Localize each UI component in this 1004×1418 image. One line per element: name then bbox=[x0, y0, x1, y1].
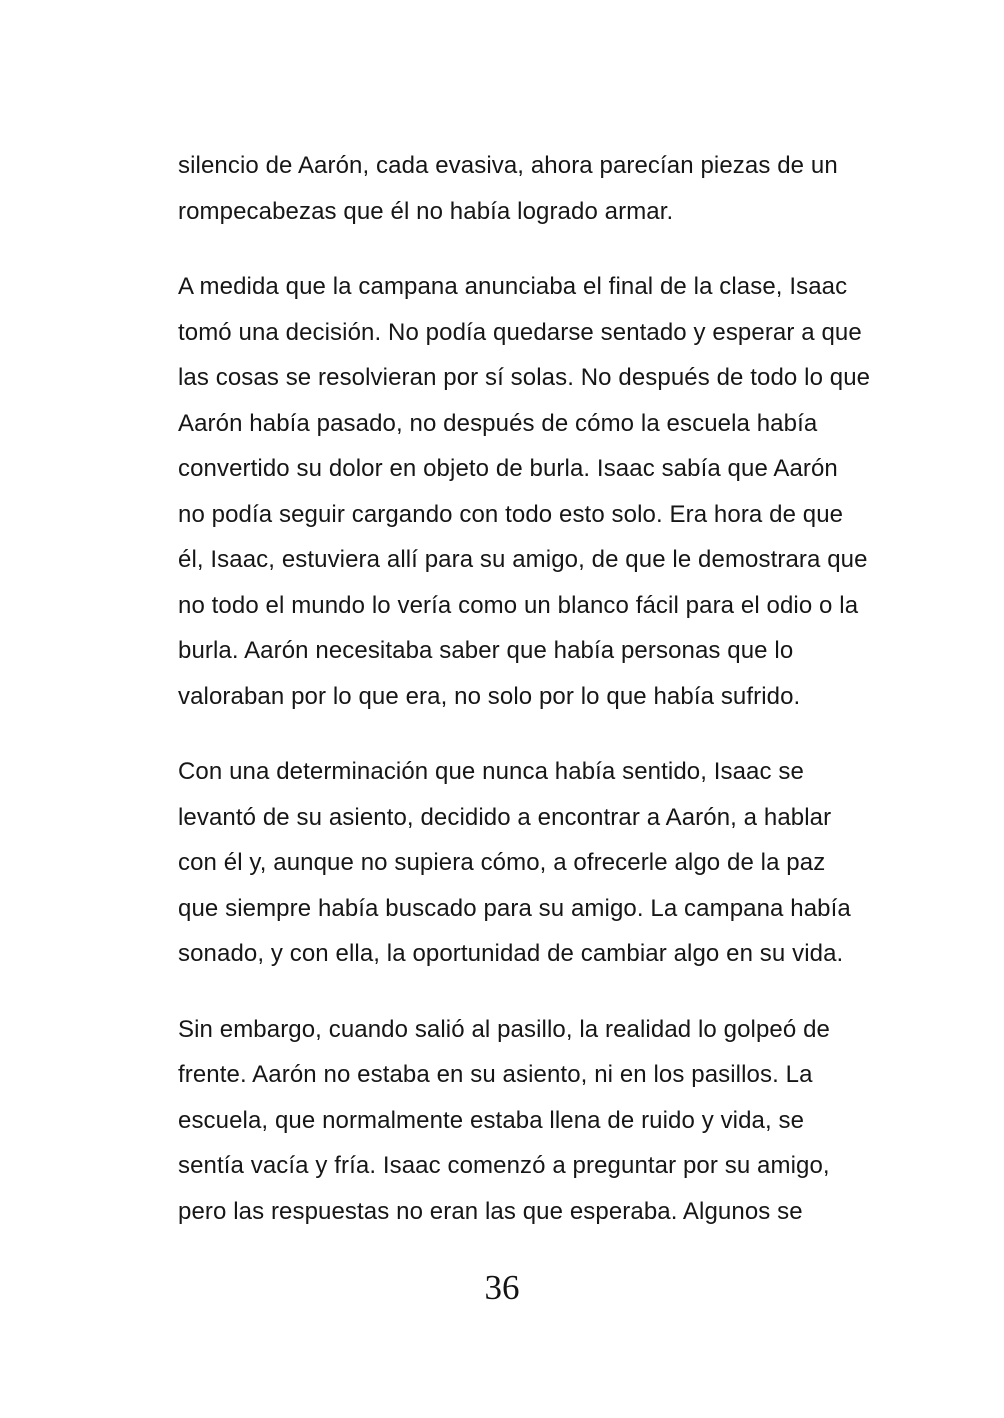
text-line: las cosas se resolvieran por sí solas. No después de todo lo que bbox=[178, 364, 871, 391]
text-line: Aarón había pasado, no después de cómo la escuela había bbox=[178, 409, 818, 437]
text-line: sonado, y con ella, la oportunidad de cambiar algo en su vida. bbox=[178, 940, 844, 967]
text-line: rompecabezas que él no había logrado armar. bbox=[178, 197, 674, 225]
text-line: no todo el mundo lo vería como un blanco fácil para el odio o la bbox=[178, 591, 859, 619]
body-text bbox=[178, 143, 918, 1264]
text-line: que siempre había buscado para su amigo. La campana había bbox=[178, 894, 851, 922]
text-line: levantó de su asiento, decidido a encontrar a Aarón, a hablar bbox=[178, 803, 832, 831]
text-line: silencio de Aarón, cada evasiva, ahora parecían piezas de un bbox=[178, 152, 838, 179]
page-number: 36 bbox=[484, 1268, 520, 1307]
text-line: sentía vacía y fría. Isaac comenzó a preguntar por su amigo, bbox=[178, 1152, 830, 1179]
text-line: pero las respuestas no eran las que esperaba. Algunos se bbox=[178, 1197, 803, 1225]
text-line: con él y, aunque no supiera cómo, a ofrecerle algo de la paz bbox=[178, 849, 826, 876]
paragraph bbox=[178, 1007, 918, 1235]
text-line: tomó una decisión. No podía quedarse sentado y esperar a que bbox=[178, 318, 862, 346]
text-line: burla. Aarón necesitaba saber que había personas que lo bbox=[178, 637, 794, 664]
text-line: Con una determinación que nunca había sentido, Isaac se bbox=[178, 758, 804, 785]
text-line: valoraban por lo que era, no solo por lo que había sufrido. bbox=[178, 682, 801, 710]
text-line: no podía seguir cargando con todo esto solo. Era hora de que bbox=[178, 500, 844, 528]
text-line: Sin embargo, cuando salió al pasillo, la realidad lo golpeó de bbox=[178, 1015, 830, 1043]
paragraph bbox=[178, 143, 918, 234]
text-line: A medida que la campana anunciaba el final de la clase, Isaac bbox=[178, 273, 848, 300]
text-line: frente. Aarón no estaba en su asiento, ni en los pasillos. La bbox=[178, 1061, 813, 1088]
paragraph bbox=[178, 264, 918, 719]
paragraph bbox=[178, 749, 918, 977]
text-line: convertido su dolor en objeto de burla. Isaac sabía que Aarón bbox=[178, 455, 838, 482]
text-line: él, Isaac, estuviera allí para su amigo, de que le demostrara que bbox=[178, 546, 868, 573]
text-line: escuela, que normalmente estaba llena de ruido y vida, se bbox=[178, 1106, 805, 1134]
